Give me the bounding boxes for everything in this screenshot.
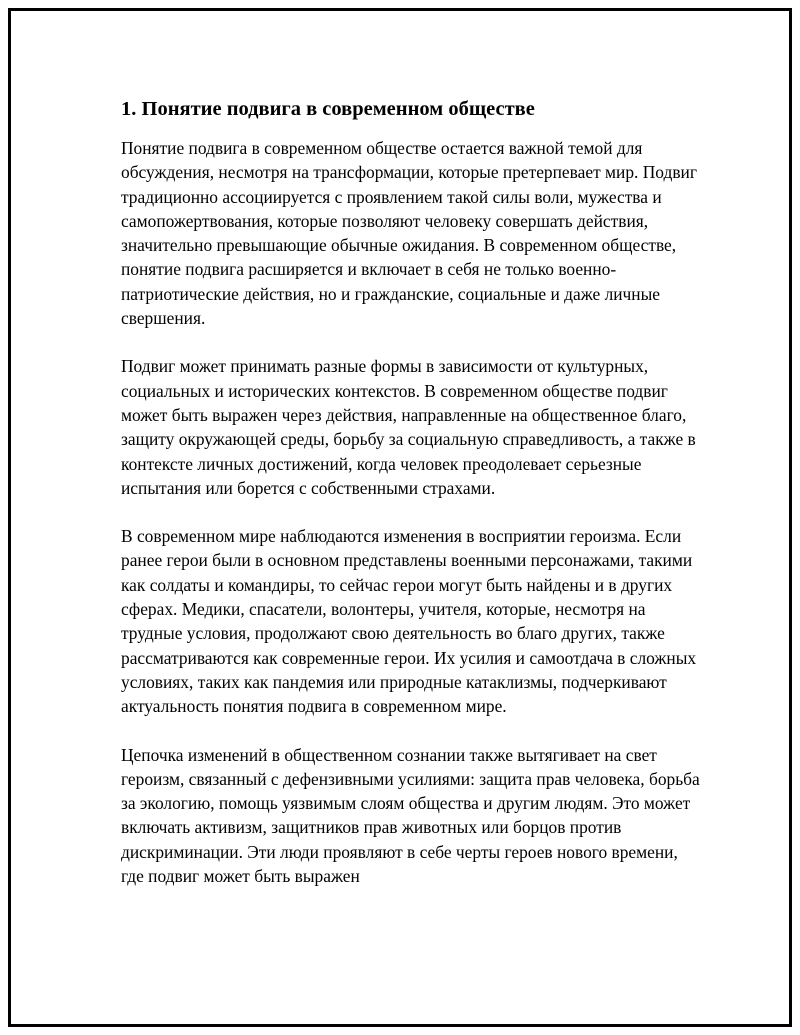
document-body: [121, 95, 701, 912]
section-heading: 1. Понятие подвига в современном обществе: [121, 98, 535, 120]
paragraph-3: В современном мире наблюдаются изменения в восприятии героизма. Если ранее герои были в основном представлены военными персонажами, такими как солдаты и командиры, то сейчас герои могут быть найдены и в других сферах. Медики, спасатели, волонтеры, учителя, которые, несмотря на трудные условия, продолжают свою деятельность во благо других, также рассматриваются как современные герои. Их усилия и самоотдача в сложных условиях, таких как пандемия или природные катаклизмы, подчеркивают актуальность понятия подвига в современном мире.: [121, 526, 697, 717]
paragraph-1: Понятие подвига в современном обществе остается важной темой для обсуждения, несмотря на трансформации, которые претерпевает мир. Подвиг традиционно ассоциируется с проявлением такой силы воли, мужества и самопожертвования, которые позволяют человеку совершать действия, значительно превышающие обычные ожидания. В современном обществе, понятие подвига расширяется и включает в себя не только военно-патриотические действия, но и гражданские, социальные и даже личные свершения.: [121, 138, 697, 329]
page-frame: [8, 8, 792, 1027]
paragraph-4: Цепочка изменений в общественном сознании также вытягивает на свет героизм, связанный с дефензивными усилиями: защита прав человека, борьба за экологию, помощь уязвимым слоям общества и другим людям. Это может включать активизм, защитников прав животных или борцов против дискриминации. Эти люди проявляют в себе черты героев нового времени, где подвиг может быть выражен: [121, 744, 700, 887]
paragraph-2: Подвиг может принимать разные формы в зависимости от культурных, социальных и исторических контекстов. В современном обществе подвиг может быть выражен через действия, направленные на общественное благо, защиту окружающей среды, борьбу за социальную справедливость, а также в контексте личных достижений, когда человек преодолевает серьезные испытания или борется с собственными страхами.: [121, 356, 696, 498]
